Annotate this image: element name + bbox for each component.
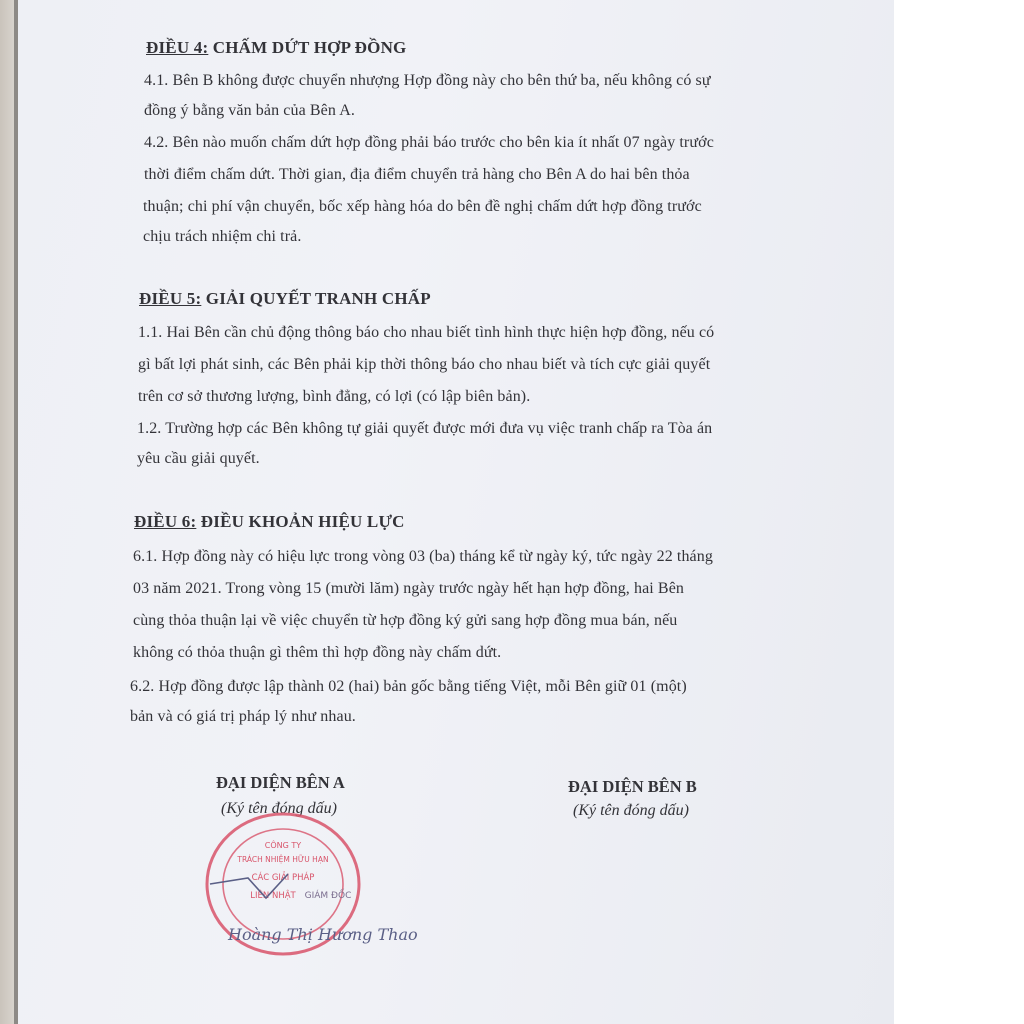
section-4-heading (146, 38, 406, 58)
section-4-number: ĐIỀU 4: (146, 38, 209, 57)
stamp-role: GIÁM ĐỐC (304, 891, 352, 901)
stamp-line1: CÔNG TY (264, 841, 302, 850)
section-6-heading (134, 512, 405, 532)
section-5-number: ĐIỀU 5: (139, 289, 202, 308)
section-4-title: CHẤM DỨT HỢP ĐỒNG (208, 38, 407, 57)
party-b-note: (Ký tên đóng dấu) (573, 802, 689, 819)
company-stamp (188, 812, 418, 972)
stamp-line3: CÁC GIẢI PHÁP (251, 873, 315, 883)
section-6-line: 03 năm 2021. Trong vòng 15 (mười lăm) ngày trước ngày hết hạn hợp đồng, hai Bên (133, 580, 685, 597)
stamp-line2: TRÁCH NHIỆM HỮU HẠN (237, 855, 329, 864)
section-6-line: bản và có giá trị pháp lý như nhau. (130, 708, 356, 725)
section-5-line: yêu cầu giải quyết. (137, 450, 260, 467)
section-6-line: không có thỏa thuận gì thêm thì hợp đồng này chấm dứt. (133, 644, 502, 661)
section-4-line: chịu trách nhiệm chi trả. (143, 228, 302, 245)
stamp-line4: LIÊN NHẬT (250, 891, 296, 901)
section-5-line: gì bất lợi phát sinh, các Bên phải kịp thời thông báo cho nhau biết và tích cực giải quyết (138, 356, 711, 373)
section-4-line: 4.2. Bên nào muốn chấm dứt hợp đồng phải báo trước cho bên kia ít nhất 07 ngày trước (144, 134, 714, 151)
section-4-line: thời điểm chấm dứt. Thời gian, địa điểm chuyển trả hàng cho Bên A do hai bên thỏa (144, 166, 690, 183)
section-6-title: ĐIỀU KHOẢN HIỆU LỰC (196, 512, 405, 531)
party-a-title: ĐẠI DIỆN BÊN A (216, 773, 345, 792)
section-4-line: thuận; chi phí vận chuyển, bốc xếp hàng hóa do bên đề nghị chấm dứt hợp đồng trước (143, 198, 702, 215)
section-5-line: 1.2. Trường hợp các Bên không tự giải quyết được mới đưa vụ việc tranh chấp ra Tòa án (137, 420, 713, 437)
section-5-title: GIẢI QUYẾT TRANH CHẤP (201, 289, 431, 308)
section-5-line: trên cơ sở thương lượng, bình đẳng, có lợi (có lập biên bản). (138, 388, 531, 405)
section-6-number: ĐIỀU 6: (134, 512, 197, 531)
section-6-line: cùng thỏa thuận lại về việc chuyển từ hợp đồng ký gửi sang hợp đồng mua bán, nếu (133, 612, 678, 629)
document-page (18, 0, 894, 1024)
party-b-title: ĐẠI DIỆN BÊN B (568, 777, 697, 796)
section-4-line: 4.1. Bên B không được chuyển nhượng Hợp đồng này cho bên thứ ba, nếu không có sự (144, 72, 711, 89)
section-6-line: 6.2. Hợp đồng được lập thành 02 (hai) bản gốc bằng tiếng Việt, mỗi Bên giữ 01 (một) (130, 678, 687, 695)
signature-handwriting: Hoàng Thị Hương Thao (228, 925, 418, 944)
section-5-line: 1.1. Hai Bên cần chủ động thông báo cho nhau biết tình hình thực hiện hợp đồng, nếu có (138, 324, 715, 341)
section-5-heading (139, 289, 431, 309)
section-4-line: đồng ý bằng văn bản của Bên A. (144, 102, 355, 119)
party-a-note: (Ký tên đóng dấu) (221, 800, 337, 817)
section-6-line: 6.1. Hợp đồng này có hiệu lực trong vòng 03 (ba) tháng kể từ ngày ký, tức ngày 22 tháng (133, 548, 713, 565)
